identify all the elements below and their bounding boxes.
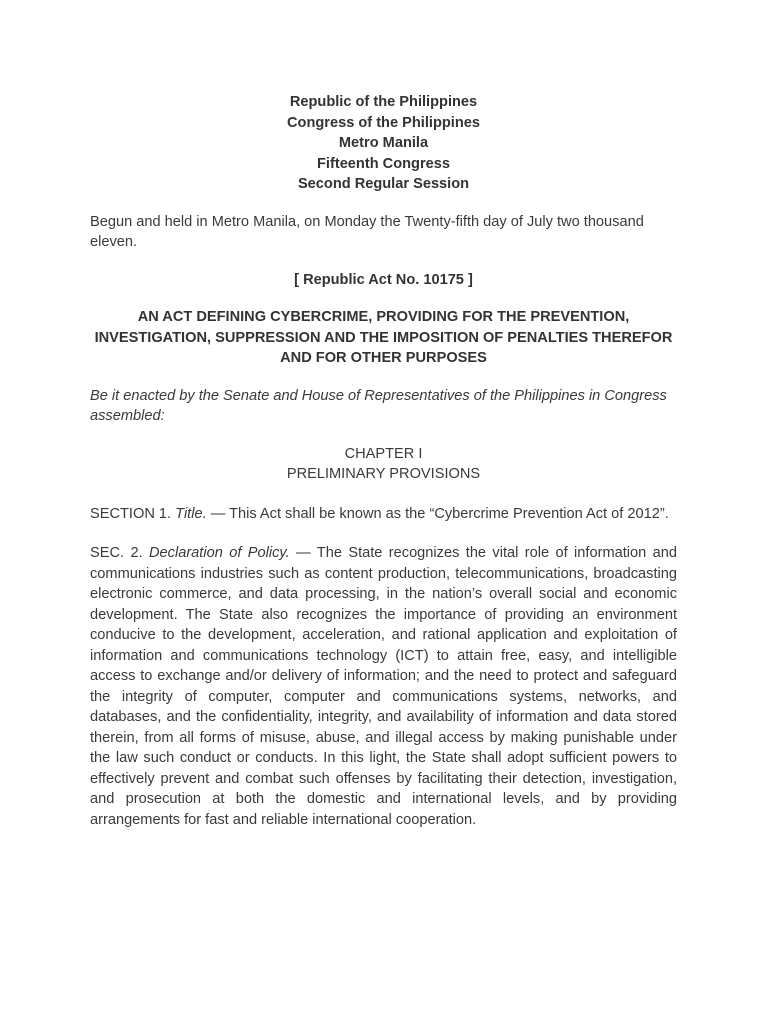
header-session: Second Regular Session (297, 176, 470, 192)
header-congress-number: Fifteenth Congress (317, 155, 450, 172)
section-1-heading: Title. (175, 505, 207, 522)
header-location: Metro Manila (338, 135, 429, 151)
chapter-number: CHAPTER I (344, 445, 423, 462)
act-title: AN ACT DEFINING CYBERCRIME, PROVIDING FOR THE PREVENTION, INVESTIGATION, SUPPRESSION AND THE IMPOSITION OF PENALTIES THEREFOR AND FOR OTHER PURPOSES (94, 309, 673, 366)
document-header (90, 92, 677, 195)
section-2-prefix: SEC. 2. (90, 545, 143, 561)
section-2 (90, 543, 677, 830)
republic-act-number: [ Republic Act No. 10175 ] (294, 271, 473, 288)
section-1 (90, 504, 677, 525)
section-1-text: — This Act shall be known as the “Cybercrime Prevention Act of 2012”. (210, 505, 669, 522)
enacting-clause: Be it enacted by the Senate and House of Representatives of the Philippines in Congress assembled: (90, 387, 667, 424)
section-2-heading: Declaration of Policy. (149, 545, 290, 561)
document-body (90, 92, 677, 830)
header-republic: Republic of the Philippines (289, 94, 478, 110)
header-congress: Congress of the Philippines (287, 114, 480, 131)
chapter-title: PRELIMINARY PROVISIONS (286, 466, 481, 482)
section-1-prefix: SECTION 1. (90, 505, 172, 522)
intro-paragraph: Begun and held in Metro Manila, on Monday the Twenty-fifth day of July two thousand eleven. (90, 213, 644, 250)
chapter-heading (90, 444, 677, 485)
section-2-text: — The State recognizes the vital role of information and communications industries such as content production, telecommunications, broadcasting electronic commerce, and data processing, in the nation’s overall social and economic development. The State also recognizes the importance of providing an environment conducive to the development, acceleration, and rational application and exploitation of information and communications technology (ICT) to attain free, easy, and intelligible access to exchange and/or delivery of information; and the need to protect and safeguard the integrity of computer, computer and communications systems, networks, and databases, and the confidentiality, integrity, and availability of information and data stored therein, from all forms of misuse, abuse, and illegal access by making punishable under the law such conduct or conducts. In this light, the State shall adopt sufficient powers to effectively prevent and combat such offenses by facilitating their detection, investigation, and prosecution at both the domestic and international levels, and by providing arrangements for fast and reliable international cooperation. (90, 545, 677, 828)
